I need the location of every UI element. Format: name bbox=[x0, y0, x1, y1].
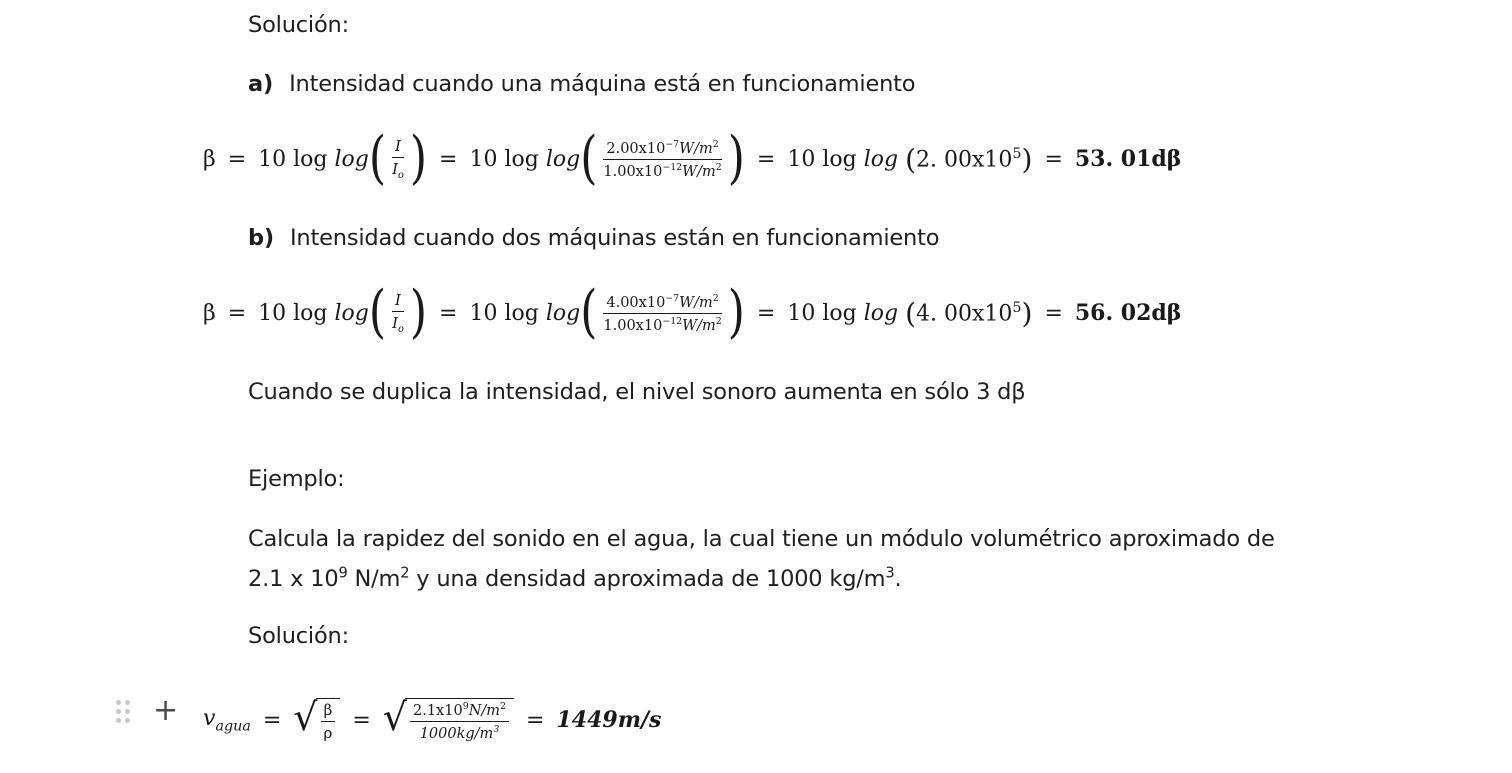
log-text: log bbox=[545, 300, 581, 326]
equals-sign: = bbox=[262, 707, 282, 733]
arg-value: 4. $00x10^5$ bbox=[916, 299, 1022, 327]
frac-denominator: $1.00x10^{-12}W/m^2$ bbox=[603, 161, 722, 180]
frac-denominator: $I_o$ bbox=[392, 160, 404, 181]
frac-numerator: I bbox=[392, 137, 404, 158]
frac-denominator: $1000kg/m^3$ bbox=[419, 724, 500, 742]
fraction-i-over-io bbox=[389, 291, 407, 335]
result-value: 56. 02dβ bbox=[1074, 300, 1182, 326]
sqrt-values: √ $\frac{2.1x10^9N/m^2}{1000kg/m^3}$ bbox=[383, 698, 514, 742]
equals-sign: = bbox=[1044, 146, 1063, 172]
result-value: 53. 01dβ bbox=[1074, 146, 1182, 172]
ten-log: 10 log bbox=[258, 146, 328, 172]
equals-sign: = bbox=[756, 146, 776, 172]
equals-sign: = bbox=[227, 146, 247, 172]
ten-log: 10 log bbox=[469, 146, 539, 172]
equals-sign: = bbox=[352, 707, 371, 733]
sqrt-beta-rho: √ $\frac{\beta}{\rho}$ bbox=[293, 698, 340, 742]
equals-sign: = bbox=[1044, 300, 1063, 326]
conclusion-text: Cuando se duplica la intensidad, el nivel sonoro aumenta en sólo 3 dβ bbox=[248, 379, 1026, 405]
ten-log: 10 log bbox=[469, 300, 539, 326]
part-a-heading bbox=[248, 67, 915, 101]
fraction-intensities bbox=[600, 293, 724, 334]
ten-log: 10 log bbox=[787, 300, 857, 326]
log-text: log bbox=[545, 146, 581, 172]
close-paren: ) bbox=[727, 279, 745, 346]
solucion-label-2: Solución: bbox=[248, 623, 349, 649]
part-b-text: Intensidad cuando dos máquinas están en funcionamiento bbox=[290, 225, 940, 251]
frac-numerator: I bbox=[392, 291, 404, 312]
result-value: 1449m/s bbox=[556, 707, 662, 733]
close-paren: ) bbox=[727, 125, 745, 192]
frac-denominator: ρ bbox=[323, 724, 333, 742]
frac-denominator: $1.00x10^{-12}W/m^2$ bbox=[603, 315, 722, 334]
problem-line-1: Calcula la rapidez del sonido en el agua, la cual tiene un módulo volumétrico aproximado de bbox=[248, 526, 1275, 552]
equation-velocity bbox=[203, 684, 661, 756]
equals-sign: = bbox=[227, 300, 247, 326]
open-paren: ( bbox=[580, 125, 598, 192]
ten-log: 10 log bbox=[787, 146, 857, 172]
equation-b: β = 10 log log ( $\frac{I}{I_o}$ ) = 10 log log ( $\frac{4.00x10^{-7}W/m^2}{1.00x10^{-12}W/m^2}$ ) = 10 log log ( 4. $00x10^5$ ) = 56. 02dβ bbox=[203, 279, 1182, 346]
log-text: log bbox=[863, 300, 899, 326]
ten-log: 10 log bbox=[258, 300, 328, 326]
open-paren: ( bbox=[368, 125, 387, 192]
open-paren: ( bbox=[368, 279, 387, 346]
equals-sign: = bbox=[756, 300, 776, 326]
equals-sign: = bbox=[439, 146, 458, 172]
equation-a: β = 10 log log ( $\frac{I}{I_o}$ ) = 10 log log ( $\frac{2.00x10^{-7}W/m^2}{1.00x10^{-12}W/m^2}$ ) = 10 log log ( 2. $00x10^5$ ) = 53. 01dβ bbox=[203, 125, 1182, 192]
frac-denominator: $I_o$ bbox=[392, 314, 404, 335]
velocity-symbol: $v_{agua}$ bbox=[203, 705, 251, 735]
equals-sign: = bbox=[526, 707, 545, 733]
arg-value: 2. $00x10^5$ bbox=[916, 145, 1022, 173]
ejemplo-label: Ejemplo: bbox=[248, 466, 345, 492]
fraction-i-over-io bbox=[389, 137, 407, 181]
equals-sign: = bbox=[439, 300, 458, 326]
part-b-heading bbox=[248, 221, 939, 255]
log-text: log bbox=[334, 300, 369, 326]
fraction-intensities bbox=[600, 139, 724, 180]
open-paren: ( bbox=[580, 279, 598, 346]
problem-line-2: 2.1 x $10^9$ $N/m^2$ y una densidad aproximada de 1000 $kg/m^3$. bbox=[248, 564, 902, 592]
frac-numerator: $2.00x10^{-7}W/m^2$ bbox=[603, 139, 721, 160]
log-text: log bbox=[334, 146, 369, 172]
close-paren: ) bbox=[409, 279, 428, 346]
solucion-label-1: Solución: bbox=[248, 12, 349, 38]
beta-symbol: β bbox=[203, 300, 216, 326]
part-a-letter: a) bbox=[248, 71, 274, 97]
part-b-letter: b) bbox=[248, 225, 274, 251]
frac-numerator: β bbox=[321, 701, 336, 722]
frac-numerator: $4.00x10^{-7}W/m^2$ bbox=[603, 293, 721, 314]
problem-paragraph bbox=[248, 522, 1356, 596]
part-a-text: Intensidad cuando una máquina está en funcionamiento bbox=[289, 71, 916, 97]
plus-icon[interactable]: + bbox=[153, 693, 179, 728]
log-text: log bbox=[863, 146, 899, 172]
drag-handle-icon[interactable] bbox=[116, 700, 134, 726]
close-paren: ) bbox=[409, 125, 428, 192]
frac-numerator: $2.1x10^9N/m^2$ bbox=[410, 701, 509, 722]
beta-symbol: β bbox=[203, 146, 216, 172]
